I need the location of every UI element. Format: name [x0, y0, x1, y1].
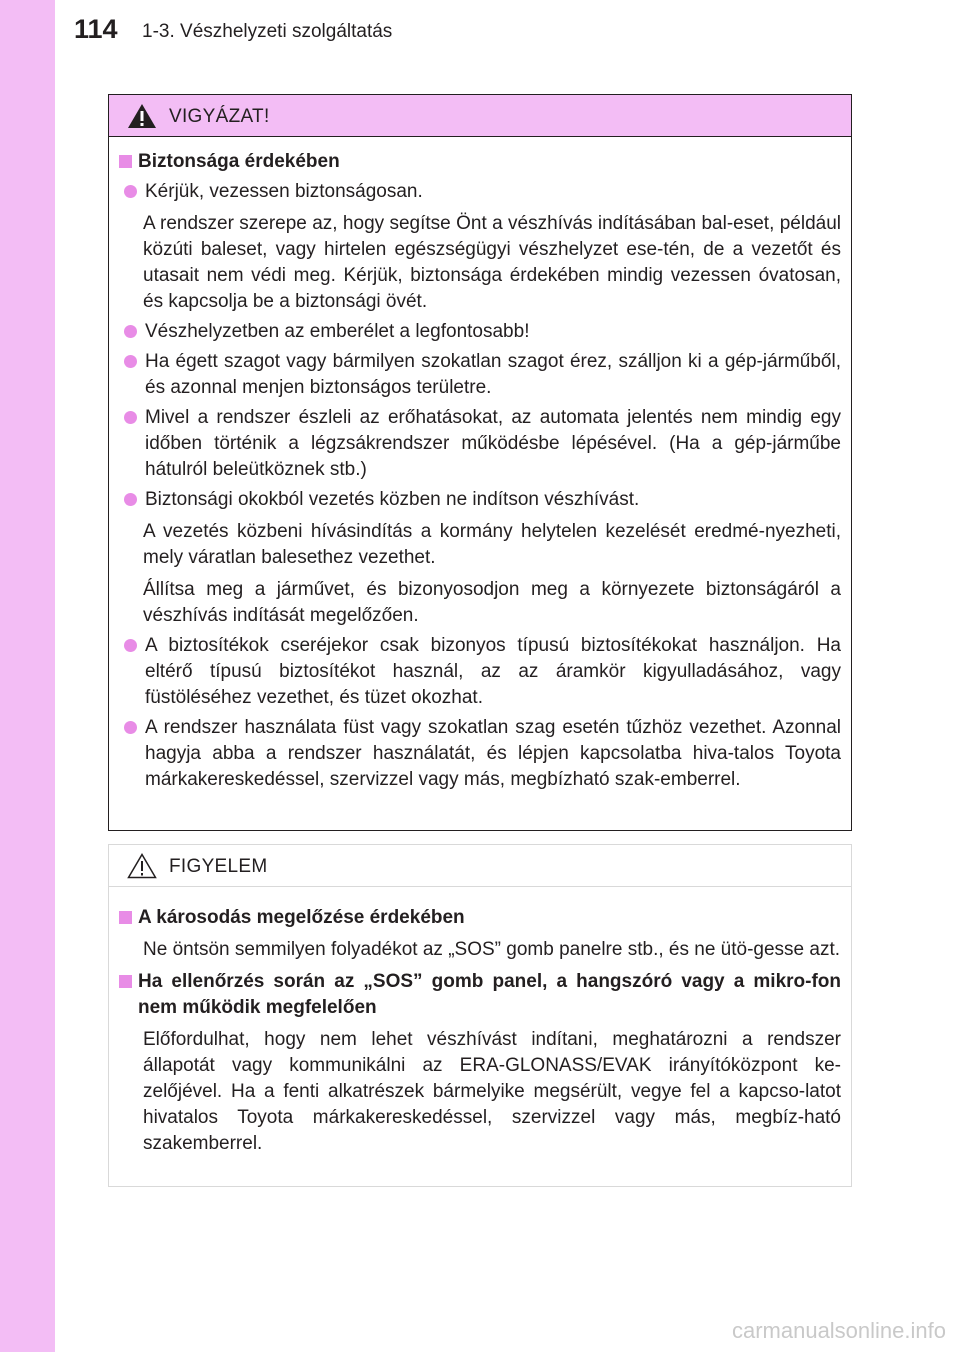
- dot-bullet-icon: [124, 639, 137, 652]
- list-item-text: Vészhelyzetben az emberélet a legfontosabb!: [145, 321, 530, 342]
- square-bullet-icon: [119, 911, 132, 924]
- dot-bullet-icon: [124, 325, 137, 338]
- list-item: [119, 319, 841, 345]
- section-title: 1-3. Vészhelyzeti szolgáltatás: [142, 21, 393, 42]
- paragraph: Állítsa meg a járművet, és bizonyosodjon meg a környezete biztonságáról a vészhívás indítását megelőzően.: [143, 579, 841, 626]
- warning-outline-icon: [127, 853, 157, 879]
- dot-bullet-icon: [124, 185, 137, 198]
- list-item-text: Ha égett szagot vagy bármilyen szokatlan szagot érez, szálljon ki a gép-járműből, és azonnal menjen biztonságos területre.: [145, 351, 841, 398]
- square-bullet-icon: [119, 975, 132, 988]
- side-color-strip: [0, 0, 55, 1352]
- paragraph: Ne öntsön semmilyen folyadékot az „SOS” gomb panelre stb., és ne ütö-gesse azt.: [143, 939, 841, 960]
- list-item-text: Biztonsági okokból vezetés közben ne indítson vészhívást.: [145, 489, 640, 510]
- paragraph: A rendszer szerepe az, hogy segítse Önt a vészhívás indításában bal-eset, például közúti baleset, vagy hirtelen egészségügyi vészhelyzet ese-tén, de a vezetőt és utasait nem védi meg. Kérjük, biztonsága érdekében mindig vezessen óvatosan, és kapcsolja be a biztonsági övét.: [143, 213, 841, 312]
- watermark: carmanualsonline.info: [731, 1318, 946, 1343]
- list-item: [119, 487, 841, 513]
- dot-bullet-icon: [124, 721, 137, 734]
- list-item-text: Kérjük, vezessen biztonságosan.: [145, 181, 423, 202]
- notice-box: [108, 844, 852, 1187]
- caution-heading: [119, 149, 841, 175]
- notice-header: [109, 845, 851, 887]
- list-item: [119, 179, 841, 205]
- square-bullet-icon: [119, 155, 132, 168]
- list-item-text: A rendszer használata füst vagy szokatlan szag esetén tűzhöz vezethet. Azonnal hagyja abba a rendszer használatát, és lépjen kapcsolatba hiva-talos Toyota márkakereskedéssel, szervizzel vagy más, megbízható szak-emberrel.: [145, 717, 841, 790]
- caution-header: [109, 95, 851, 137]
- dot-bullet-icon: [124, 355, 137, 368]
- notice-heading: [119, 969, 841, 1021]
- list-item-text: A biztosítékok cseréjekor csak bizonyos típusú biztosítékokat használjon. Ha eltérő típusú biztosítékot használ, az az áramkör kigyulladásához, vagy füstöléséhez vezethet, és tüzet okozhat.: [145, 635, 841, 708]
- list-item: [119, 405, 841, 483]
- notice-heading: [119, 905, 841, 931]
- paragraph: Előfordulhat, hogy nem lehet vészhívást indítani, meghatározni a rendszer állapotát vagy kommunikálni az ERA-GLONASS/EVAK irányítóközpont ke-zelőjével. Ha a fenti alkatrészek bármelyike megsérült, vegye fel a kapcso-latot hivatalos Toyota márkakereskedéssel, szervizzel vagy más, megbíz-ható szakemberrel.: [143, 1029, 841, 1154]
- caution-box: [108, 94, 852, 831]
- notice-heading-text: A károsodás megelőzése érdekében: [138, 907, 465, 928]
- list-item: [119, 349, 841, 401]
- warning-icon: [127, 103, 157, 129]
- paragraph: A vezetés közbeni hívásindítás a kormány helytelen kezelését eredmé-nyezheti, mely váratlan balesethez vezethet.: [143, 521, 841, 568]
- notice-title: FIGYELEM: [169, 856, 268, 877]
- caution-heading-text: Biztonsága érdekében: [138, 151, 340, 172]
- dot-bullet-icon: [124, 411, 137, 424]
- list-item-text: Mivel a rendszer észleli az erőhatásokat, az automata jelentés nem mindig egy időben történik a légzsákrendszer működésbe lépésével. (Ha a gép-járműbe hátulról beleütköznek stb.): [145, 407, 841, 480]
- page-number: 114: [74, 14, 118, 44]
- list-item: [119, 715, 841, 793]
- list-item: [119, 633, 841, 711]
- dot-bullet-icon: [124, 493, 137, 506]
- caution-title: VIGYÁZAT!: [169, 106, 270, 127]
- caution-body: [109, 137, 851, 793]
- notice-heading-text: Ha ellenőrzés során az „SOS” gomb panel, a hangszóró vagy a mikro-fon nem működik megfelelően: [138, 971, 841, 1018]
- notice-body: [109, 887, 851, 1157]
